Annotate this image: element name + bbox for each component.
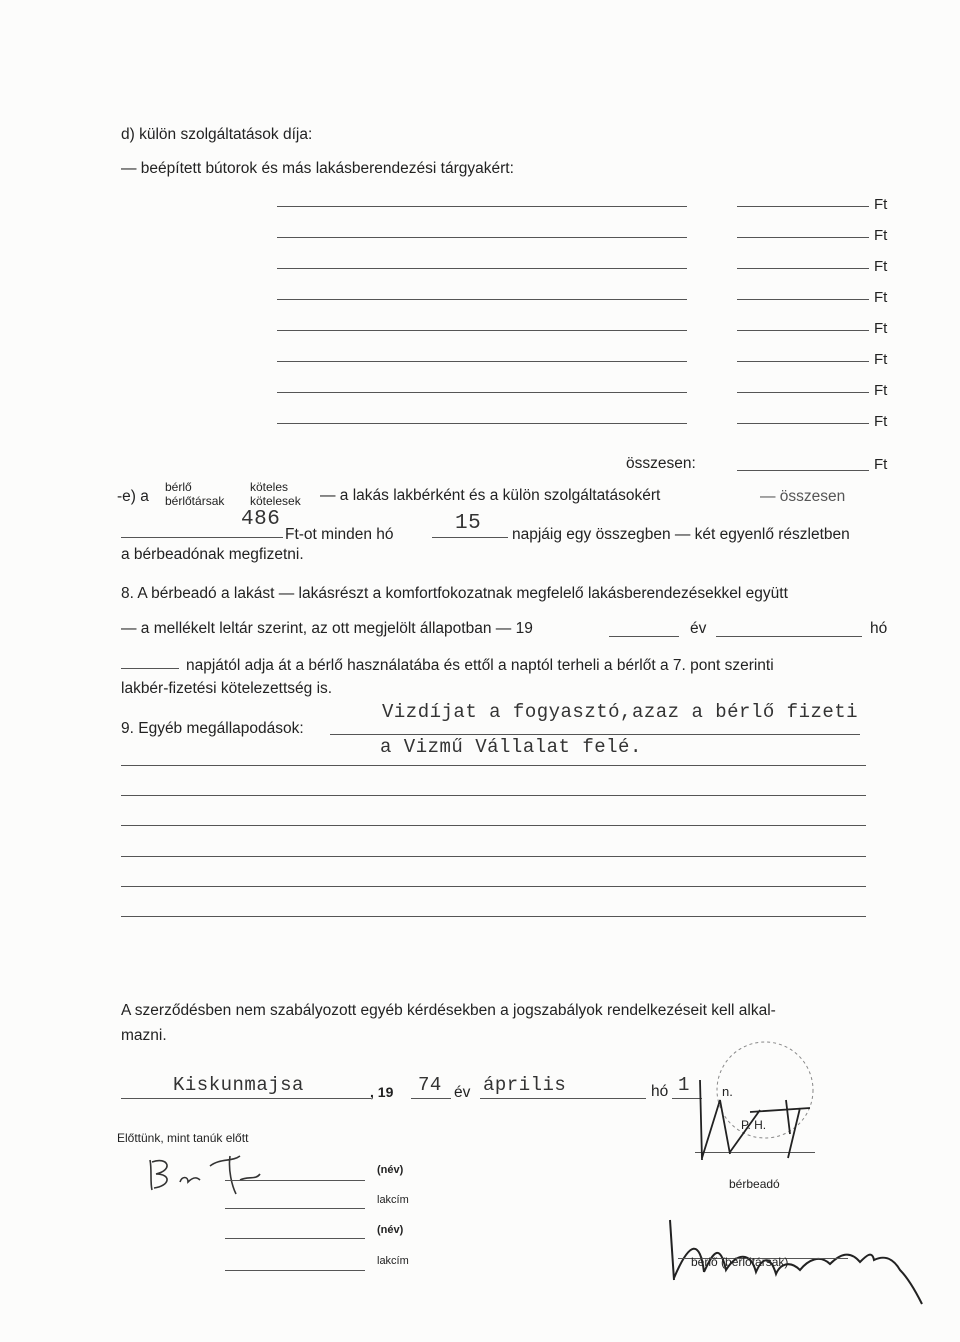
section-8-line-4: lakbér-fizetési kötelezettség is. bbox=[121, 680, 333, 697]
due-day: 15 bbox=[455, 512, 482, 535]
payment-text: napjáig egy összegben — két egyenlő részletben bbox=[512, 526, 850, 543]
ft-label: Ft bbox=[874, 413, 888, 430]
rent-text: — a lakás lakbérként és a külön szolgáltatásokért bbox=[320, 487, 661, 504]
month-word: hó bbox=[870, 620, 888, 637]
agreement-typed-1: Vizdíjat a fogyasztó,azaz a bérlő fizeti bbox=[382, 701, 859, 723]
day-suffix: n. bbox=[722, 1084, 733, 1099]
section-8-line-1: 8. A bérbeadó a lakást — lakásrészt a komfortfokozatnak megfelelő lakásberendezésekkel együtt bbox=[121, 585, 788, 602]
section-8-line-3: napjától adja át a bérlő használatába és ettől a naptól terheli a bérlőt a 7. pont szerinti bbox=[186, 657, 774, 674]
witness-address-label: lakcím bbox=[377, 1255, 409, 1267]
stamp-label: P. H. bbox=[741, 1118, 767, 1132]
month-text: Ft-ot minden hó bbox=[285, 526, 394, 543]
witness-signature-scribble bbox=[140, 1150, 290, 1200]
witness-signature bbox=[140, 1150, 290, 1208]
total-label: összesen: bbox=[626, 455, 696, 472]
witness-name-label: (név) bbox=[377, 1224, 404, 1236]
agreement-typed-2: a Vizmű Vállalat felé. bbox=[380, 736, 642, 758]
ft-label: Ft bbox=[874, 196, 888, 213]
furniture-line: — beépített bútorok és más lakásberendezési tárgyakért: bbox=[121, 160, 514, 177]
month-typed: április bbox=[483, 1074, 567, 1096]
closing-line-1: A szerződésben nem szabályozott egyéb kérdésekben a jogszabályok rendelkezéseit kell alkal- bbox=[121, 1002, 776, 1019]
total-ft-label: Ft bbox=[874, 456, 888, 473]
section-e-prefix: -e) a bbox=[117, 488, 149, 505]
tenant-label: bérlő (bérlőtársak) bbox=[691, 1255, 789, 1269]
landlord-signature-scribble bbox=[690, 1070, 820, 1170]
witness-heading: Előttünk, mint tanúk előtt bbox=[117, 1131, 249, 1145]
ft-label: Ft bbox=[874, 289, 888, 306]
year-word-date: év bbox=[454, 1084, 471, 1101]
landlord-label: bérbeadó bbox=[729, 1177, 780, 1191]
ft-label: Ft bbox=[874, 227, 888, 244]
section-9-label: 9. Egyéb megállapodások: bbox=[121, 720, 304, 737]
tenant-option-plural: bérlőtársak bbox=[165, 494, 225, 508]
year-word: év bbox=[690, 620, 707, 637]
section-d-title: d) külön szolgáltatások díja: bbox=[121, 126, 313, 143]
rent-amount: 486 bbox=[241, 508, 281, 531]
payee-text: a bérbeadónak megfizetni. bbox=[121, 546, 304, 563]
year-typed: 74 bbox=[418, 1074, 442, 1096]
ft-label: Ft bbox=[874, 258, 888, 275]
closing-line-2: mazni. bbox=[121, 1027, 167, 1044]
year-prefix: , 19 bbox=[370, 1084, 394, 1100]
total-text: — összesen bbox=[760, 488, 846, 505]
obliged-option-single: köteles bbox=[250, 480, 289, 494]
obliged-option-plural: kötelesek bbox=[250, 494, 301, 508]
witness-name-label: (név) bbox=[377, 1164, 404, 1176]
landlord-signature bbox=[690, 1070, 820, 1175]
ft-label: Ft bbox=[874, 382, 888, 399]
tenant-option-single: bérlő bbox=[165, 480, 192, 494]
month-word-date: hó bbox=[651, 1083, 669, 1100]
day-typed: 1 bbox=[678, 1074, 690, 1096]
section-8-line-2: — a mellékelt leltár szerint, az ott megjelölt állapotban — 19 bbox=[121, 620, 533, 637]
ft-label: Ft bbox=[874, 351, 888, 368]
place-typed: Kiskunmajsa bbox=[173, 1074, 304, 1096]
witness-address-label: lakcím bbox=[377, 1194, 409, 1206]
ft-label: Ft bbox=[874, 320, 888, 337]
